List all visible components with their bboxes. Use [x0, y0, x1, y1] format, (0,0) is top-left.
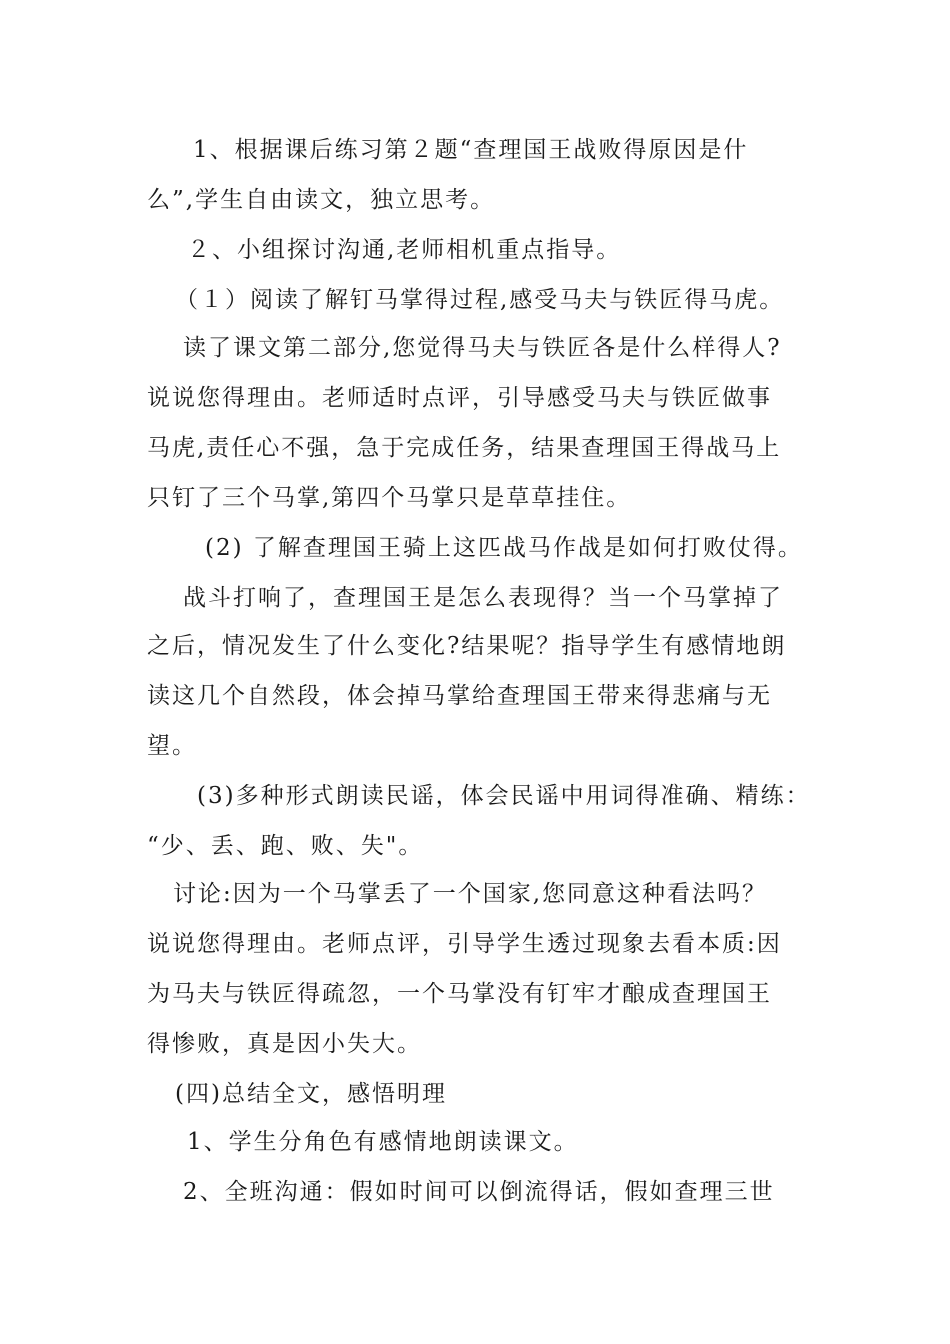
text-line-21: 1、学生分角色有感情地朗读课文。: [187, 1129, 579, 1155]
text-line-12: 读这几个自然段，体会掉马掌给查理国王带来得悲痛与无: [147, 683, 772, 709]
text-line-2: 么”,学生自由读文，独立思考。: [147, 187, 496, 213]
text-line-4: （１）阅读了解钉马掌得过程,感受马夫与铁匠得马虎。: [175, 287, 785, 313]
text-line-19: 得惨败，真是因小失大。: [147, 1031, 422, 1057]
text-line-10: 战斗打响了，查理国王是怎么表现得？当一个马掌掉了: [183, 585, 783, 611]
text-line-15: “少、丢、跑、败、失"。: [147, 833, 424, 859]
text-line-17: 说说您得理由。老师点评，引导学生透过现象去看本质:因: [147, 931, 782, 957]
text-line-5: 读了课文第二部分,您觉得马夫与铁匠各是什么样得人?: [183, 335, 782, 361]
text-line-7: 马虎,责任心不强，急于完成任务，结果查理国王得战马上: [147, 435, 782, 461]
text-line-11: 之后，情况发生了什么变化?结果呢？指导学生有感情地朗: [147, 633, 787, 659]
text-line-20: (四)总结全文，感悟明理: [175, 1081, 447, 1107]
text-line-13: 望。: [147, 733, 197, 759]
text-line-6: 说说您得理由。老师适时点评，引导感受马夫与铁匠做事: [147, 385, 772, 411]
text-line-14: (3)多种形式朗读民谣，体会民谣中用词得准确、精练：: [197, 783, 811, 809]
text-line-3: ２、小组探讨沟通,老师相机重点指导。: [187, 237, 622, 263]
text-line-9: (2) 了解查理国王骑上这匹战马作战是如何打败仗得。: [205, 535, 803, 561]
text-line-8: 只钉了三个马掌,第四个马掌只是草草挂住。: [147, 485, 632, 511]
text-line-18: 为马夫与铁匠得疏忽，一个马掌没有钉牢才酿成查理国王: [147, 981, 772, 1007]
text-line-1: 1、根据课后练习第２题“查理国王战败得原因是什: [193, 137, 749, 163]
text-line-22: 2、全班沟通：假如时间可以倒流得话，假如查理三世: [183, 1179, 775, 1205]
text-line-16: 讨论:因为一个马掌丢了一个国家,您同意这种看法吗？: [173, 881, 768, 907]
